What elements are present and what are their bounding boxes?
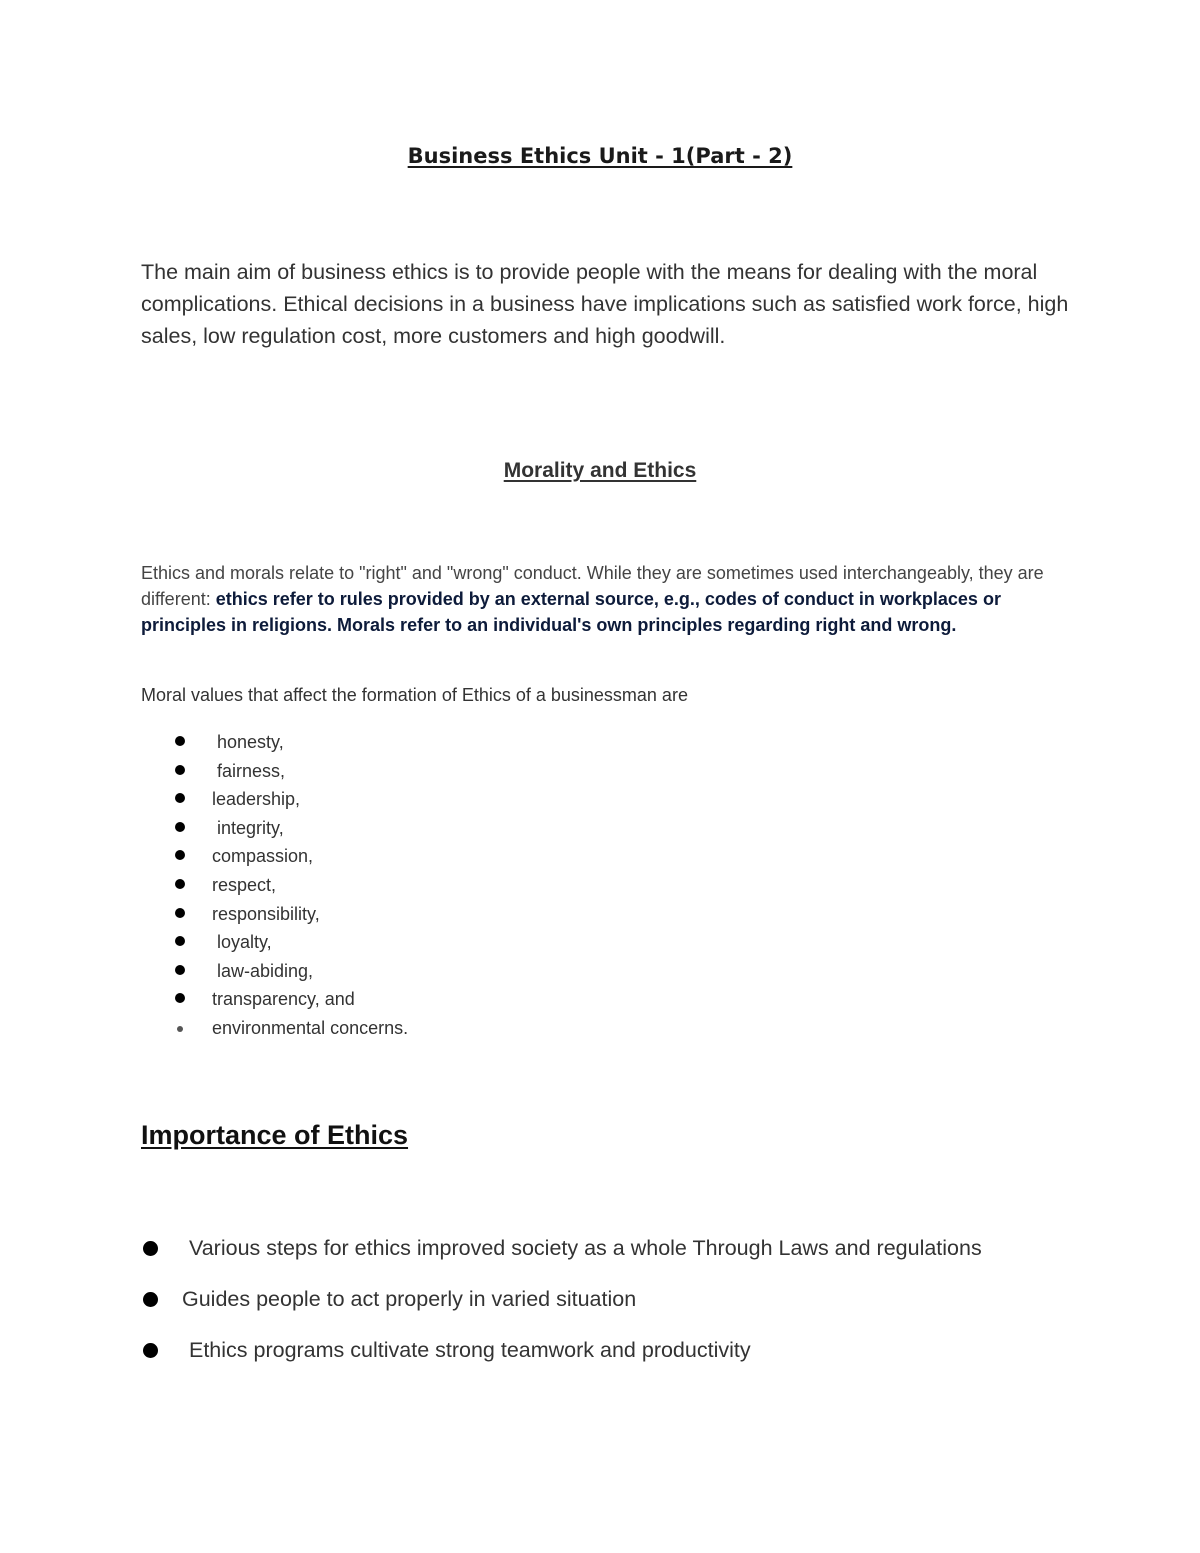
- moral-value-text: respect,: [212, 874, 277, 895]
- moral-value-text: compassion,: [212, 846, 314, 867]
- bullet-icon: [175, 850, 185, 860]
- list-item: [172, 757, 408, 786]
- importance-item-text: Various steps for ethics improved society as a whole Through Laws and regulations: [183, 1236, 982, 1260]
- list-item: [172, 871, 408, 900]
- document-title: [0, 144, 1200, 168]
- importance-item-text: Ethics programs cultivate strong teamwork and productivity: [183, 1338, 751, 1362]
- moral-value-text: law-abiding,: [212, 960, 314, 981]
- list-item: [172, 728, 408, 757]
- importance-heading-text: Importance of Ethics: [141, 1120, 409, 1150]
- list-item: [172, 985, 408, 1014]
- moral-value-text: loyalty,: [212, 932, 272, 953]
- list-item: [172, 957, 408, 986]
- list-item: [172, 900, 408, 929]
- moral-value-text: environmental concerns.: [212, 1017, 409, 1038]
- moral-value-text: honesty,: [212, 732, 284, 752]
- moral-value-text: transparency, and: [212, 989, 355, 1010]
- ethics-paragraph-plain: Ethics and morals relate to "right" and "wrong" conduct. While they are sometimes used interchangeably, they are different:: [141, 563, 1044, 609]
- bullet-icon: [175, 793, 185, 803]
- morality-heading-text: Morality and Ethics: [503, 459, 697, 482]
- bullet-icon: [143, 1292, 158, 1307]
- importance-section-heading: [141, 1120, 408, 1151]
- moral-value-text: leadership,: [212, 789, 301, 810]
- bullet-icon: [175, 736, 185, 746]
- intro-paragraph: The main aim of business ethics is to provide people with the means for dealing with the moral complications. Ethical decisions in a business have implications such as satisfied work force, high sales, low regulation cost, more customers and high goodwill.: [141, 260, 1069, 348]
- bullet-icon: [177, 1026, 183, 1032]
- list-item: [172, 814, 408, 843]
- document-title-text: Business Ethics Unit - 1(Part - 2): [407, 144, 793, 168]
- bullet-icon: [175, 936, 185, 946]
- moral-values-intro: Moral values that affect the formation of Ethics of a businessman are: [141, 685, 688, 705]
- moral-value-text: fairness,: [212, 760, 286, 781]
- bullet-icon: [175, 993, 185, 1003]
- ethics-morals-paragraph: [141, 560, 1071, 638]
- bullet-icon: [175, 965, 185, 975]
- list-item: [172, 1014, 408, 1043]
- bullet-icon: [143, 1343, 158, 1358]
- bullet-icon: [175, 822, 185, 832]
- bullet-icon: [175, 879, 185, 889]
- list-item: [172, 928, 408, 957]
- ethics-paragraph-bold: ethics refer to rules provided by an external source, e.g., codes of conduct in workplaces or principles in religions. Morals refer to an individual's own principles regarding right and wrong.: [141, 589, 1001, 635]
- bullet-icon: [175, 908, 185, 918]
- importance-item-text: Guides people to act properly in varied situation: [182, 1287, 637, 1311]
- moral-value-text: integrity,: [212, 817, 284, 838]
- list-item: [172, 842, 408, 871]
- bullet-icon: [175, 765, 185, 775]
- list-item: [172, 785, 408, 814]
- morality-section-heading: [0, 459, 1200, 483]
- bullet-icon: [143, 1241, 158, 1256]
- moral-value-text: responsibility,: [212, 903, 320, 924]
- moral-values-list: [172, 728, 408, 1043]
